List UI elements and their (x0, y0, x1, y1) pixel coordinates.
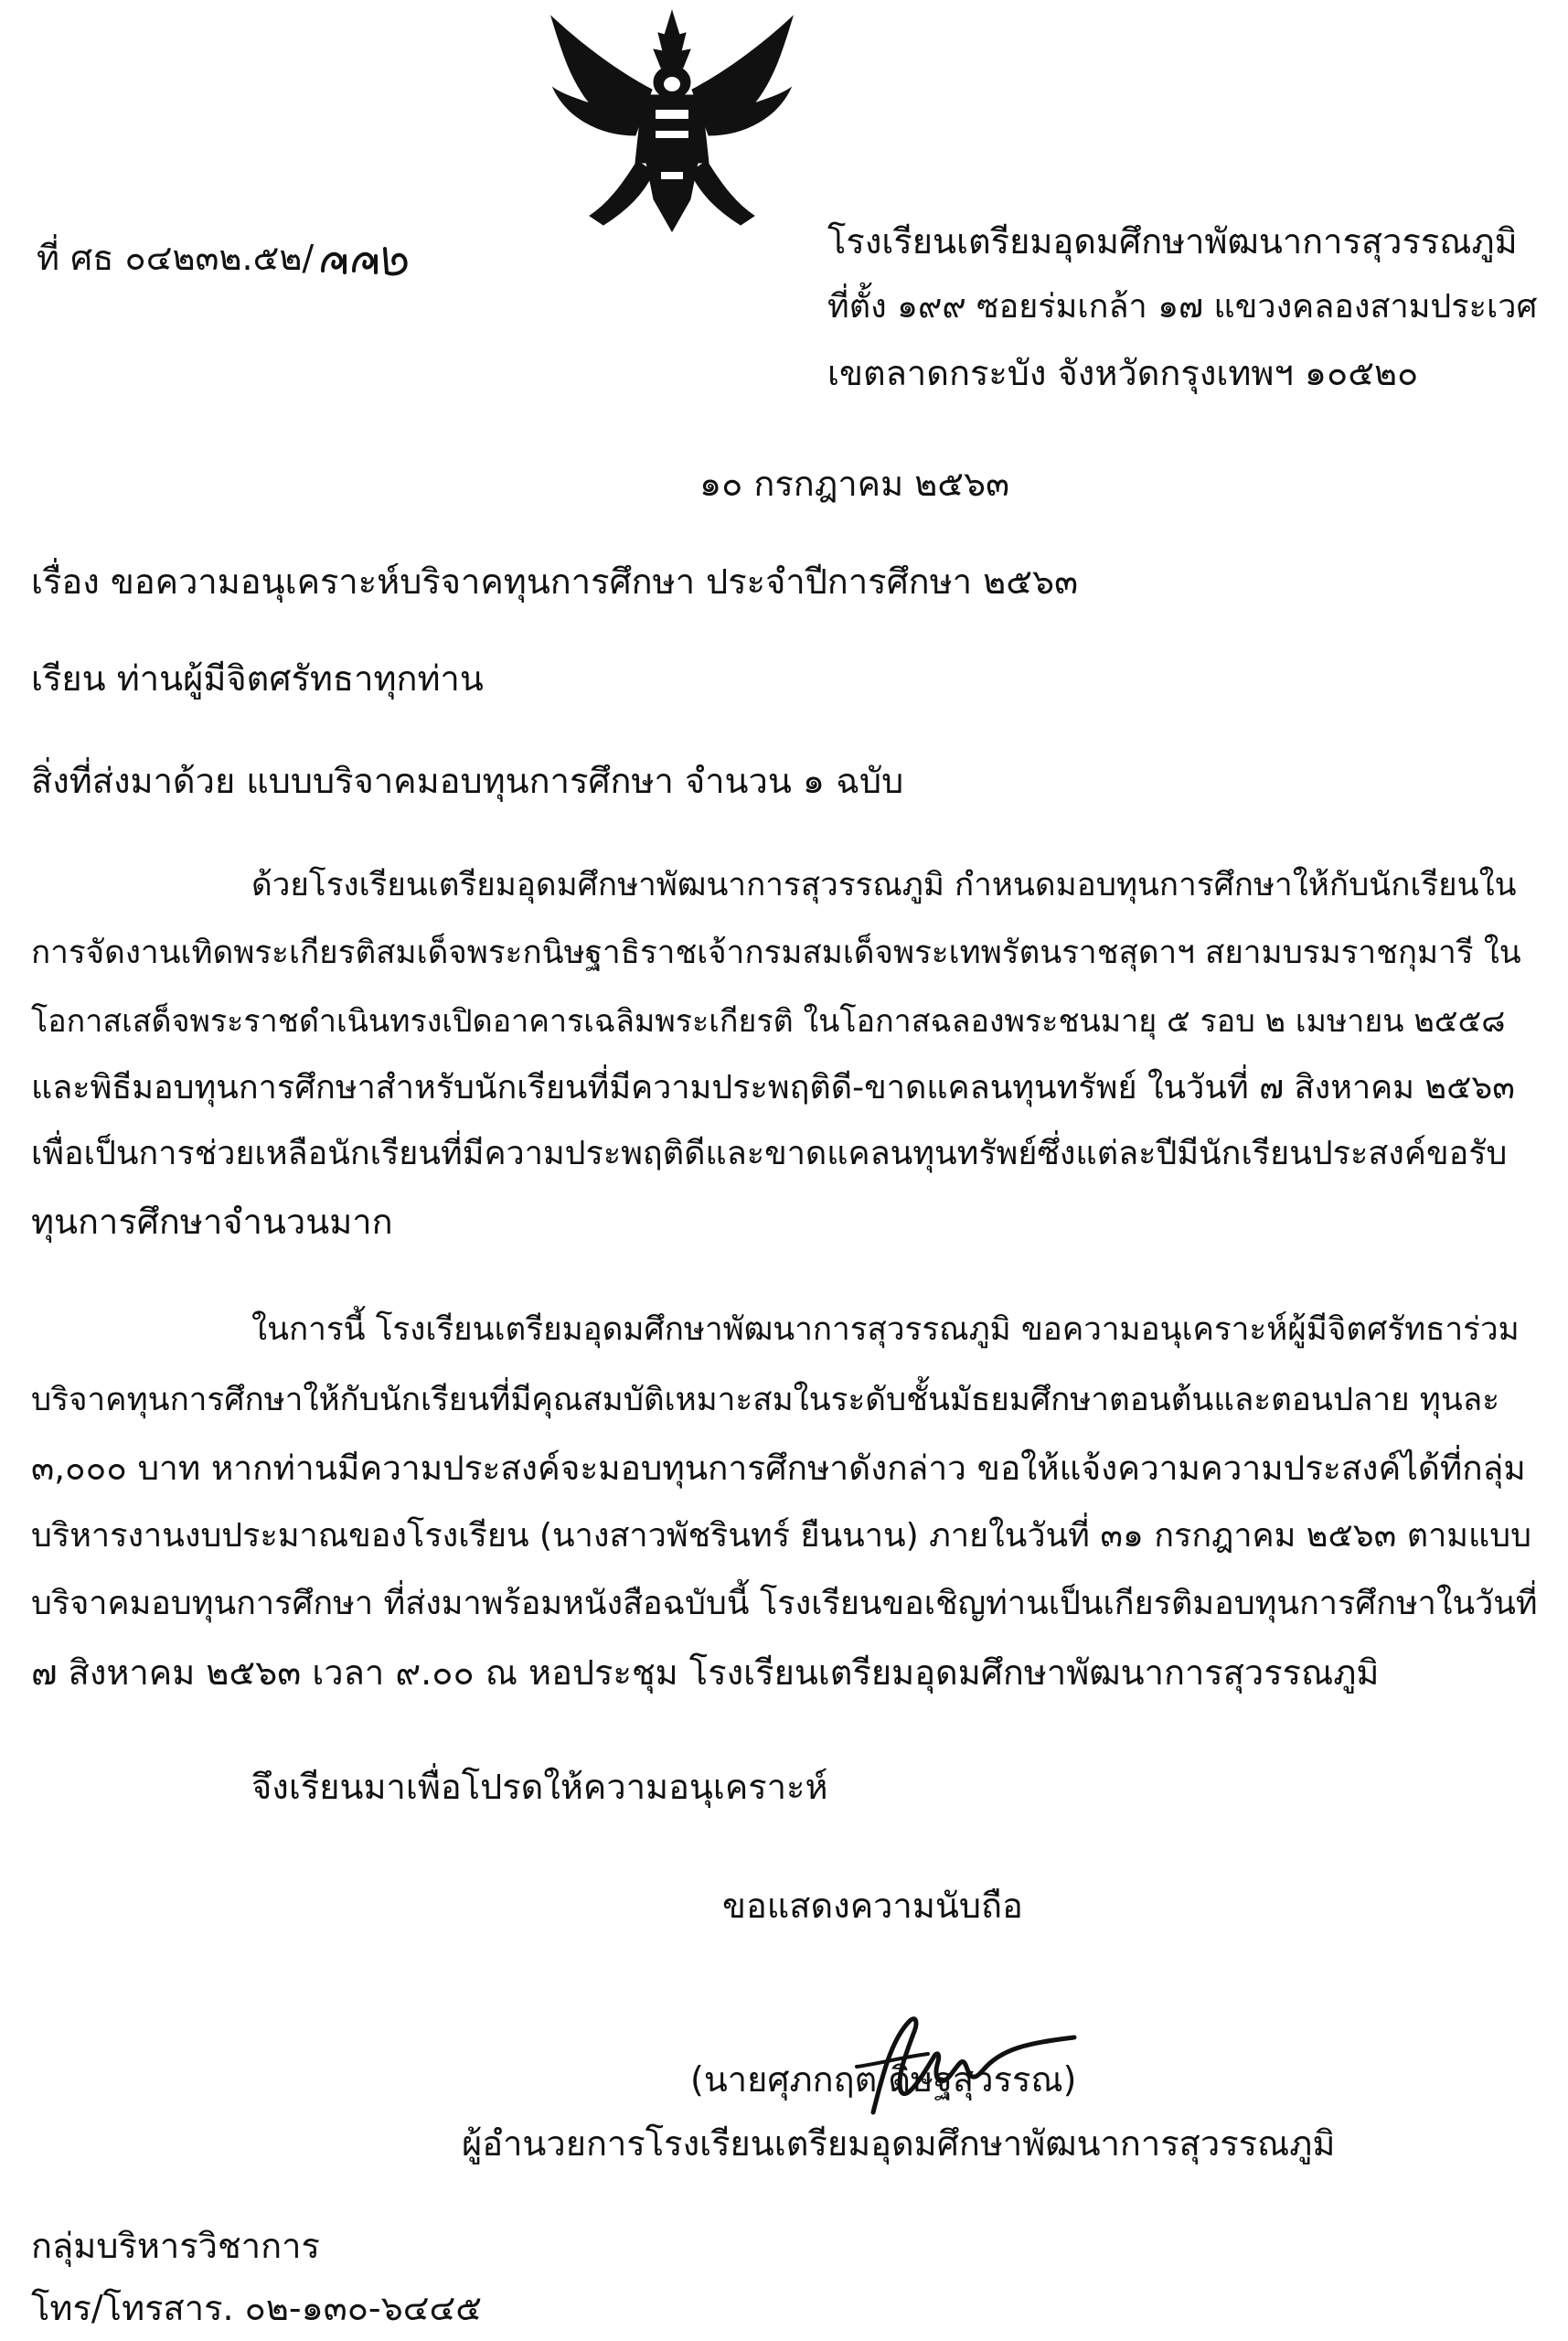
paragraph-2-line-6: ๗ สิงหาคม ๒๕๖๓ เวลา ๙.๐๐ ณ หอประชุม โรงเรียนเตรียมอุดมศึกษาพัฒนาการสุวรรณภูมิ (31, 1652, 1380, 1693)
paragraph-1-line-3: โอกาสเสด็จพระราชดำเนินทรงเปิดอาคารเฉลิมพระเกียรติ ในโอกาสฉลองพระชนมายุ ๕ รอบ ๒ เมษายน ๒๕๕๘ (31, 1003, 1506, 1040)
paragraph-2-line-5: บริจาคมอบทุนการศึกษา ที่ส่งมาพร้อมหนังสือฉบับนี้ โรงเรียนขอเชิญท่านเป็นเกียรติมอบทุนการศึกษาในวันที่ (31, 1585, 1538, 1622)
closing-salutation: ขอแสดงความนับถือ (722, 1886, 1023, 1926)
paragraph-1-line-6: ทุนการศึกษาจำนวนมาก (31, 1202, 393, 1242)
school-name: โรงเรียนเตรียมอุดมศึกษาพัฒนาการสุวรรณภูมิ (827, 221, 1518, 262)
footer-phone: โทร/โทรสาร. ๐๒-๑๓๐-๖๔๔๕ (31, 2288, 482, 2328)
enclosure-line: สิ่งที่ส่งมาด้วย แบบบริจาคมอบทุนการศึกษา จำนวน ๑ ฉบับ (31, 761, 904, 801)
salutation-line: เรียน ท่านผู้มีจิตศรัทธาทุกท่าน (31, 658, 484, 699)
paragraph-2-line-4: บริหารงานงบประมาณของโรงเรียน (นางสาวพัชรินทร์ ยืนนาน) ภายในวันที่ ๓๑ กรกฎาคม ๒๕๖๓ ตามแบบ (31, 1517, 1531, 1555)
signer-name: (นายศุภกฤต ดิษฐสุวรรณ) (690, 2059, 1077, 2100)
address-line-1: ที่ตั้ง ๑๙๙ ซอยร่มเกล้า ๑๗ แขวงคลองสามประเวศ (827, 288, 1538, 326)
reference-number: ที่ ศธ ๐๔๒๓๒.๕๒/ (37, 238, 315, 278)
closing-request: จึงเรียนมาเพื่อโปรดให้ความอนุเคราะห์ (251, 1767, 828, 1807)
garuda-emblem-icon (535, 7, 809, 245)
paragraph-1-line-4: และพิธีมอบทุนการศึกษาสำหรับนักเรียนที่มีความประพฤติดี-ขาดแคลนทุนทรัพย์ ในวันที่ ๗ สิงหาคม ๒๕๖๓ (31, 1069, 1515, 1106)
address-line-2: เขตลาดกระบัง จังหวัดกรุงเทพฯ ๑๐๕๒๐ (827, 353, 1419, 393)
paragraph-2-line-3: ๓,๐๐๐ บาท หากท่านมีความประสงค์จะมอบทุนการศึกษาดังกล่าว ขอให้แจ้งความความประสงค์ได้ที่กลุ่ม (31, 1448, 1526, 1488)
paragraph-2-line-1: ในการนี้ โรงเรียนเตรียมอุดมศึกษาพัฒนาการสุวรรณภูมิ ขอความอนุเคราะห์ผู้มีจิตศรัทธาร่วม (251, 1311, 1520, 1348)
paragraph-1-line-2: การจัดงานเทิดพระเกียรติสมเด็จพระกนิษฐาธิราชเจ้ากรมสมเด็จพระเทพรัตนราชสุดาฯ สยามบรมราชกุมารี ใน (31, 935, 1521, 971)
footer-department: กลุ่มบริหารวิชาการ (31, 2226, 320, 2266)
paragraph-1-line-1: ด้วยโรงเรียนเตรียมอุดมศึกษาพัฒนาการสุวรรณภูมิ กำหนดมอบทุนการศึกษาให้กับนักเรียนใน (251, 867, 1517, 903)
letter-date: ๑๐ กรกฎาคม ๒๕๖๓ (699, 464, 1010, 504)
handwritten-reference-number (317, 236, 418, 282)
paragraph-1-line-5: เพื่อเป็นการช่วยเหลือนักเรียนที่มีความประพฤติดีและขาดแคลนทุนทรัพย์ซึ่งแต่ละปีมีนักเรียนประสงค์ขอรับ (31, 1135, 1508, 1172)
signer-title: ผู้อำนวยการโรงเรียนเตรียมอุดมศึกษาพัฒนาการสุวรรณภูมิ (462, 2123, 1336, 2164)
paragraph-2-line-2: บริจาคทุนการศึกษาให้กับนักเรียนที่มีคุณสมบัติเหมาะสมในระดับชั้นมัธยมศึกษาตอนต้นและตอนปลาย ทุนละ (31, 1382, 1500, 1418)
subject-line: เรื่อง ขอความอนุเคราะห์บริจาคทุนการศึกษา ประจำปีการศึกษา ๒๕๖๓ (31, 561, 1079, 602)
